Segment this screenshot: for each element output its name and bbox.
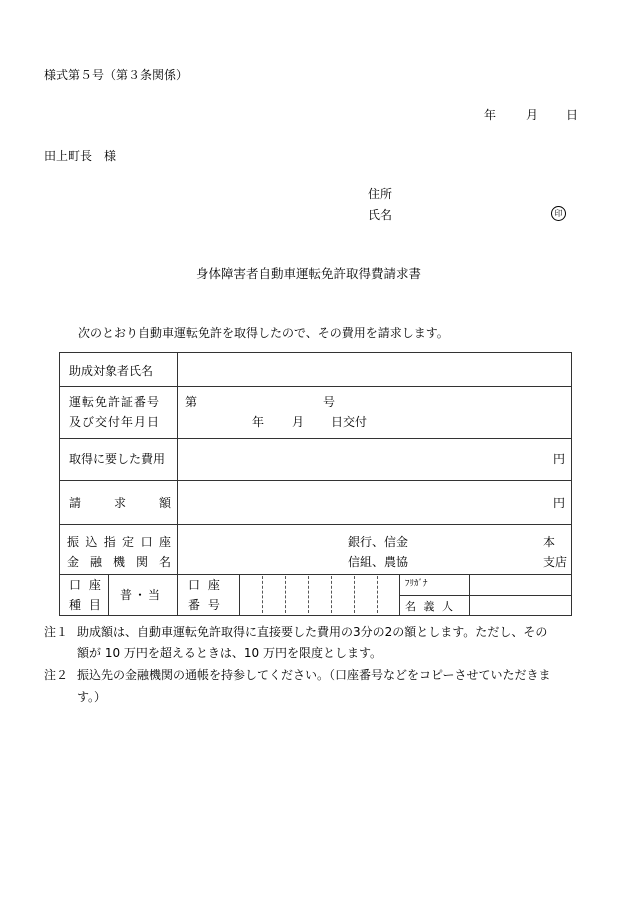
intro-text: 次のとおり自動車運転免許を取得したので、その費用を請求します。 — [78, 326, 449, 340]
claim-yen-label: 円 — [553, 496, 566, 510]
applicant-name-label: 氏名 — [368, 208, 393, 222]
seal-mark-icon: 印 — [551, 206, 566, 221]
account-type-value[interactable]: 普・当 — [120, 588, 163, 602]
institution-char: 関 — [135, 555, 148, 569]
furigana-label: ﾌﾘｶﾞﾅ — [405, 579, 428, 589]
coop-type-label: 信組、農協 — [348, 555, 409, 569]
head-office-label: 本 — [543, 535, 556, 549]
date-day-label: 日 — [566, 108, 579, 122]
note2-prefix: 注２ — [44, 668, 69, 682]
date-year-label: 年 — [484, 108, 497, 122]
institution-char: 機 — [112, 555, 125, 569]
claim-amount-label — [69, 497, 171, 509]
license-month-label: 月 — [292, 415, 305, 429]
document-title: 身体障害者自動車運転免許取得費請求書 — [196, 266, 422, 281]
transfer-char: 指 — [103, 535, 116, 549]
license-dai-label: 第 — [185, 395, 198, 409]
addressee: 田上町長 様 — [44, 149, 117, 163]
account-type-label: 口 座 — [69, 578, 103, 592]
transfer-char: 座 — [158, 535, 171, 549]
form-table — [59, 352, 572, 616]
form-number: 様式第５号（第３条関係） — [44, 68, 189, 82]
transfer-char: 振 — [67, 535, 80, 549]
bank-type-label: 銀行、信金 — [348, 535, 409, 549]
license-number-label: 運転免許証番号 — [69, 395, 161, 409]
applicant-address-label: 住所 — [368, 187, 393, 201]
license-issue-date-label: 及び交付年月日 — [69, 415, 161, 429]
account-number-label-line2: 番 号 — [188, 598, 222, 612]
note1-line1: 助成額は、自動車運転免許取得に直接要した費用の3分の2の額とします。ただし、その — [77, 625, 548, 639]
transfer-account-label — [67, 536, 171, 548]
note1-prefix: 注１ — [44, 625, 69, 639]
note1-line2: 額が 10 万円を超えるときは、10 万円を限度とします。 — [77, 646, 383, 660]
institution-char: 名 — [158, 555, 171, 569]
financial-institution-label — [67, 556, 171, 568]
subject-name-label: 助成対象者氏名 — [69, 364, 154, 378]
institution-char: 融 — [89, 555, 102, 569]
claim-char: 額 — [158, 496, 171, 510]
claim-char: 請 — [69, 496, 82, 510]
cost-yen-label: 円 — [553, 452, 566, 466]
account-number-label: 口 座 — [188, 578, 222, 592]
institution-char: 金 — [67, 555, 80, 569]
license-go-label: 号 — [323, 395, 336, 409]
cost-label: 取得に要した費用 — [69, 452, 166, 466]
note2-line1: 振込先の金融機関の通帳を持参してください。（口座番号などをコピーさせていただきま — [77, 668, 551, 682]
branch-label: 支店 — [543, 555, 568, 569]
account-type-label-line2: 種 目 — [69, 598, 103, 612]
license-year-label: 年 — [252, 415, 265, 429]
note2-line2: す。） — [77, 690, 107, 704]
license-issued-label: 日交付 — [331, 415, 368, 429]
transfer-char: 定 — [122, 535, 135, 549]
transfer-char: 口 — [140, 535, 153, 549]
date-month-label: 月 — [526, 108, 539, 122]
account-holder-label: 名 義 人 — [405, 600, 455, 613]
subject-name-field[interactable] — [178, 354, 570, 385]
claim-char: 求 — [113, 496, 126, 510]
transfer-char: 込 — [85, 535, 98, 549]
